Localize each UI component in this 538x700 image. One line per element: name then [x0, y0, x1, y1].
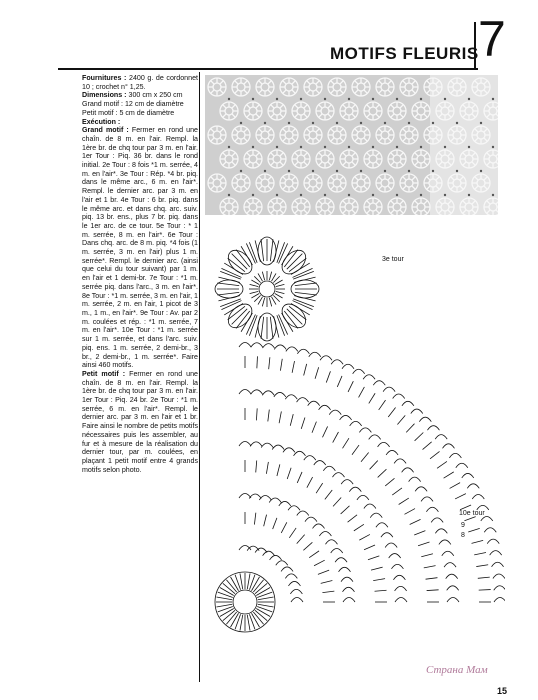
column-divider	[199, 72, 200, 682]
small-motif-chart	[215, 237, 319, 341]
grand-motif-paragraph	[82, 126, 198, 370]
dimensions-value: 300 cm x 250 cm	[128, 91, 183, 100]
dimensions-paragraph	[82, 91, 198, 100]
page-title: MOTIFS FLEURIS	[330, 44, 479, 63]
large-motif-chart	[215, 343, 505, 633]
tour-3-label: 3e tour	[382, 256, 404, 263]
execution-label: Exécution :	[82, 117, 121, 126]
chapter-number: 7	[478, 11, 506, 67]
dimensions-label: Dimensions :	[82, 91, 127, 100]
instructions-text	[82, 74, 198, 474]
petit-motif-label: Petit motif :	[82, 369, 126, 378]
row-8-label: 8	[461, 532, 465, 539]
petit-motif-paragraph	[82, 370, 198, 474]
petit-motif-text: Fermer en rond une chaîn. de 8 m. en l'air. Rempl. la 1ère br. de chq tour par 3 m. en l'air. 1er Tour : Piq. 24 br. 2e Tour : *1 m. serrée, 6 m. en l'air*. Rempl. le dernier arc. par 3 m. en l'air et 1 br. Faire ainsi le nombre de petits motifs nécessaires puis les assembler, au fur et à mesure de la réalisation du dernier tour, par m. coulées, en plaçant 1 petit motif entre 4 grands motifs selon photo.	[82, 369, 198, 474]
grand-motif-label: Grand motif :	[82, 126, 129, 135]
header-divider	[58, 68, 478, 70]
petit-motif-dim: Petit motif : 5 cm de diamètre	[82, 108, 175, 117]
watermark: Страна Мам	[426, 664, 488, 676]
crochet-chart	[205, 222, 505, 688]
fournitures-label: Fournitures :	[82, 74, 127, 82]
crochet-diagram	[205, 222, 505, 688]
fournitures-value: 2400 g. de cordonnet 10 ; crochet n° 1,25.	[82, 74, 198, 91]
fournitures-paragraph	[82, 74, 198, 91]
grand-motif-text: Fermer en rond une chaîn. de 8 m. en l'air. Rempl. la 1ère br. de chq tour par 3 m. en l'air. 1er Tour : Piq. 36 br. dans le rond initial. 2e Tour : 8 fois *1 m. serrée, 4 m. en l'air*. 3e Tour : Rép. *4 br. piq. dans le même arc., 6 m. en l'air*. Rempl. le dernier arc. par 3 m. en l'air et 1 br. 4e Tour : 6 br. piq. dans le même arc. et dans chq. arc. suiv. piq. 13 br. ens., plus 7 br. piq. dans le 1er arc. de ce tour. 5e Tour : * 1 m. serrée, 8 m. en l'air*. 6e Tour : Dans chq. arc. de 8 m. piq. *4 fois (1 m. serrée, 3 m. en l'air) plus 1 m. serrée*. Rempl. le dernier arc. (ainsi que celui du tour suivant) par 1 m. en l'air et 1 demi-br. 7e Tour : *1 m. serrée piq. dans l'arc., 3 m. en l'air*. 8e Tour : *1 m. serrée, 3 m. en l'air, 1 m. serrée, 2 m. en l'air, 1 picot de 3 m., 1 m., en l'air*. 9e Tour : Av. par 2 m. coulées et rép. : *1 m. serrée, 7 m. en l'air*. 10e Tour : *1 m. serrée sur 1 m. serrée, et dans l'arc. suiv. piq. ens. 1 m. serrée, 2 demi-br., 3 br., 2 demi-br., 1 m. serrée*. Faire ainsi 460 motifs.	[82, 126, 198, 370]
grand-motif-dim: Grand motif : 12 cm de diamètre	[82, 100, 184, 109]
tour-10-label: 10e tour	[459, 510, 485, 517]
lace-photo-illustration	[205, 75, 498, 215]
row-9-label: 9	[461, 522, 465, 529]
page-number: 15	[497, 686, 508, 696]
lace-photo	[205, 75, 498, 215]
